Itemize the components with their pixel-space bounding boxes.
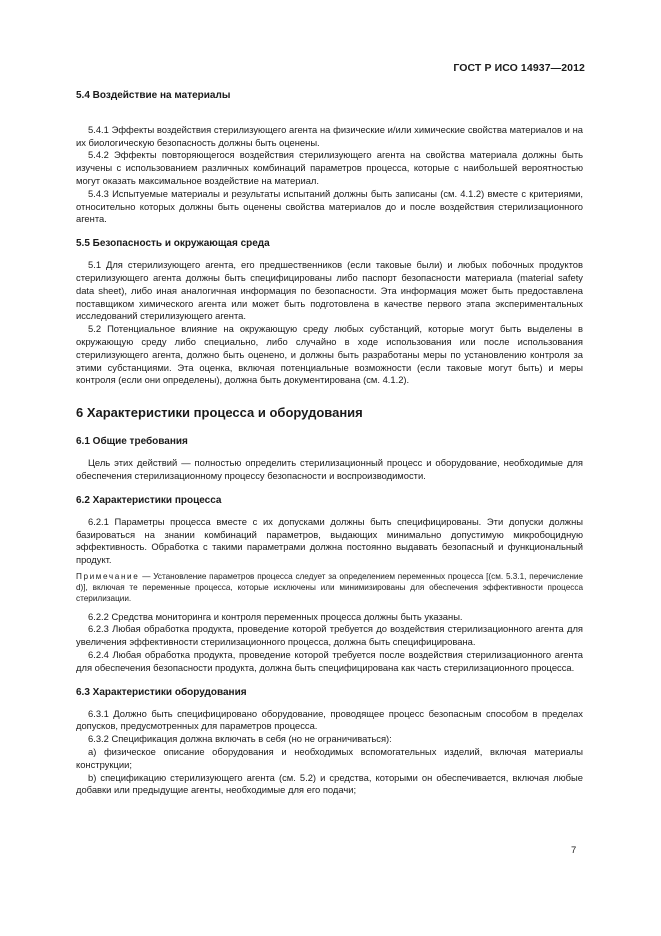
page-number: 7 (571, 845, 577, 856)
section-title-6: 6 Характеристики процесса и оборудования (76, 405, 363, 421)
section-6-3 (76, 708, 583, 798)
paragraph-6-2-4: 6.2.4 Любая обработка продукта, проведение которой требуется после воздействия стерилизационного агента для обеспечения безопасности продукта, должна быть специфицирована как часть стерилизационного процесса. (76, 648, 583, 673)
note (76, 571, 583, 605)
list-item-a: a) физическое описание оборудования и необходимых вспомогательных изделий, включая материалы конструкции; (76, 745, 583, 770)
section-title-5-4: 5.4 Воздействие на материалы (76, 90, 231, 101)
paragraph (76, 111, 583, 124)
note-text: — Установление параметров процесса следует за определением переменных процесса [(см. 5.3.1, перечисление d)], включая те переменные процесса, которые исключены или минимизированы для обеспечения эффективности процесса стерилизации. (76, 571, 583, 604)
section-6-1 (76, 457, 583, 483)
list-item-b: b) спецификацию стерилизующего агента (см. 5.2) и средства, которыми он обеспечивается, включая любые добавки или предыдущие агенты, необходимые для его подачи; (76, 771, 583, 796)
section-title-6-2: 6.2 Характеристики процесса (76, 494, 222, 506)
paragraph-6-3-1: 6.3.1 Должно быть специфицировано оборудование, проводящее процесс безопасным способом в пределах допусков, предусмотренных для параметров процесса. (76, 707, 583, 732)
paragraph-6-2-3: 6.2.3 Любая обработка продукта, проведение которой требуется до воздействия стерилизационного агента для увеличения эффективности стерилизационного процесса, должна быть специфицирована. (76, 623, 583, 648)
paragraph-5-5-2: 5.2 Потенциальное влияние на окружающую среду любых субстанций, которые могут быть выделены в окружающую среду либо специально, либо случайно в ходе использования или после использования стерилизующего агента, должно быть оценено, и должны быть разработаны меры по установлению контроля за этими субстанциями. Эта оценка, включая потенциальные возможности (если таковые могут быть) и меры контроля (если они определены), должна быть документирована (см. 4.1.2). (76, 323, 583, 386)
section-5-5 (76, 259, 583, 387)
section-title-6-1: 6.1 Общие требования (76, 436, 188, 448)
page-content (76, 89, 583, 808)
paragraph-5-5-1: 5.1 Для стерилизующего агента, его предшественников (если таковые были) и любых побочных продуктов стерилизующего агента должны быть специфицированы либо паспорт безопасности материала (material safety data sheet), либо иная аналогичная информация по безопасности. Эта информация может быть предоставлена поставщиком химического агента или может быть подготовлена в качестве первого этапа экспериментальных исследований стерилизующего агента. (76, 259, 583, 322)
note-label: Примечание (76, 571, 140, 581)
section-5-4 (76, 111, 583, 226)
paragraph-6-3-2: 6.3.2 Спецификация должна включать в себя (но не ограничиваться): (88, 733, 392, 745)
section-title-5-5: 5.5 Безопасность и окружающая среда (76, 238, 270, 250)
section-title-6-3: 6.3 Характеристики оборудования (76, 686, 247, 698)
paragraph-6-2-2: 6.2.2 Средства мониторинга и контроля переменных процесса должны быть указаны. (88, 610, 463, 622)
paragraph-6-2-1: 6.2.1 Параметры процесса вместе с их допусками должны быть специфицированы. Эти допуски должны базироваться на знании комбинаций параметров, выдающих минимально допустимую микробоцидную эффективность. Обработка с такими параметрами должна постоянно выдавать безопасный и функциональный продукт. (76, 515, 583, 566)
paragraph-5-4-1: 5.4.1 Эффекты воздействия стерилизующего агента на физические и/или химические свойства материалов и на их биологическую безопасность должны быть оценены. (76, 123, 583, 148)
paragraph-5-4-2: 5.4.2 Эффекты повторяющегося воздействия стерилизующего агента на свойства материала должны быть изучены с использованием различных комбинаций параметров процесса, которые с наибольшей вероятностью могут оказать максимальное воздействие на материал. (76, 149, 583, 186)
section-6-2 (76, 516, 583, 675)
paragraph-6-1: Цель этих действий — полностью определить стерилизационный процесс и оборудование, необходимые для обеспечения стерилизационному процессу безопасности и воспроизводимости. (76, 457, 583, 481)
standard-header: ГОСТ Р ИСО 14937—2012 (453, 62, 585, 74)
paragraph-5-4-3: 5.4.3 Испытуемые материалы и результаты испытаний должны быть записаны (см. 4.1.2) вместе с критериями, относительно которых должны быть оценены свойства материалов до и после воздействия стерилизационного агента. (76, 187, 583, 225)
